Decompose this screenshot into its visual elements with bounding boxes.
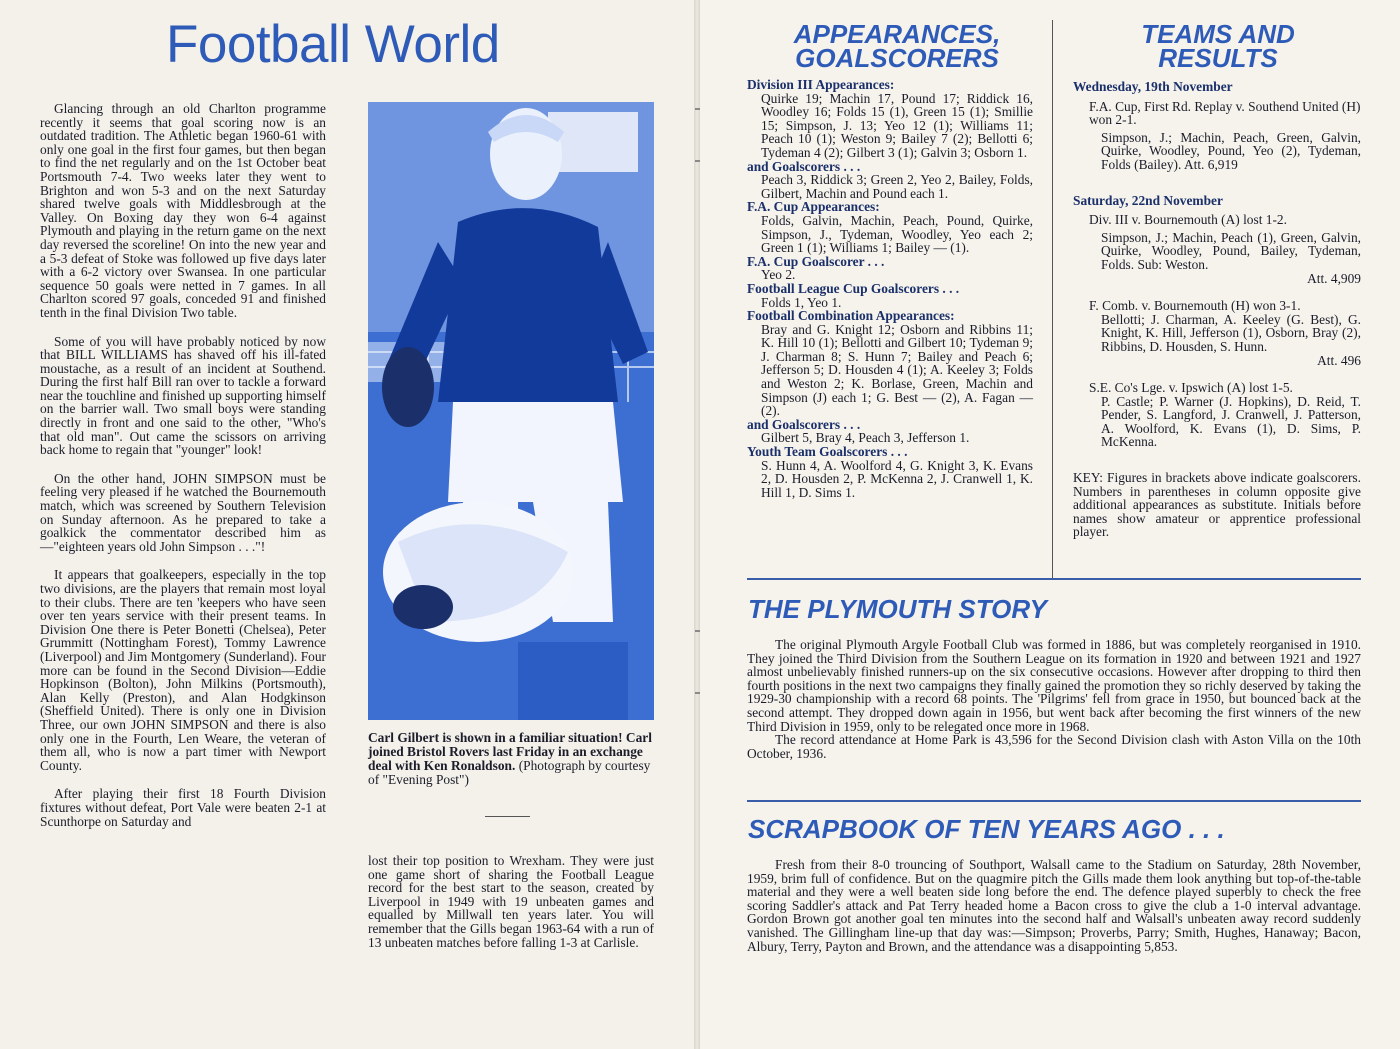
stats-text: Quirke 19; Machin 17, Pound 17; Riddick 16, Woodley 16; Folds 15 (1), Green 15 (1); Smillie 15; Simpson, J. 13; Yeo 12 (1); Williams 11; Peach 10 (1); Weston 9; Bailey 7 (2); Bellotti 6; Tydeman 4 (2); Gilbert 3 (1); Galvin 3; Osborn 1. bbox=[761, 90, 1033, 160]
appearances-list bbox=[747, 78, 1033, 499]
article-paragraph: After playing their first 18 Fourth Division fixtures without defeat, Port Vale were beaten 2-1 at Scunthorpe on Saturday and bbox=[40, 786, 326, 829]
article-paragraph: Glancing through an old Charlton programme recently it seems that goal scoring now is an outdated tradition. The Athletic began 1960-61 with only one goal in the first four games, but then began to find the net regularly and on the 1st October beat Portsmouth 7-4. Two weeks later they went to Brighton and won 5-3 and on the next Saturday shared twelve goals with Middlesbrough at the Valley. On Boxing day they won 6-4 against Plymouth and playing in the return game on the next day reversed the scoreline! On into the new year and a 5-3 defeat of Stoke was followed up five days later with a 6-2 victory over Swansea. In one particular sequence 50 goals were netted in 7 games. In all Charlton scored 97 goals, conceded 91 and finished tenth in the final Division Two table. bbox=[40, 101, 326, 320]
left-column bbox=[40, 102, 326, 843]
stats-text: Gilbert 5, Bray 4, Peach 3, Jefferson 1. bbox=[761, 430, 970, 446]
caption-credit: (Photograph by courtesy of "Evening Post") bbox=[368, 758, 651, 787]
caption-bold-text: Carl Gilbert is shown in a familiar situation! Carl joined Bristol Rovers last Friday in an exchange deal with Ken Ronaldson. bbox=[368, 730, 652, 773]
appearances-title-line: GOALSCORERS bbox=[795, 43, 999, 73]
stats-heading: and Goalscorers . . . bbox=[747, 416, 861, 432]
plymouth-story bbox=[747, 638, 1361, 760]
stats-text: S. Hunn 4, A. Woolford 4, G. Knight 3, K. Evans 2, D. Housden 2, P. McKenna 2, J. Cranwell 1, K. Hill 1, D. Sims 1. bbox=[761, 457, 1033, 500]
results-title-line: TEAMS AND bbox=[1141, 19, 1295, 49]
scrapbook-story: Fresh from their 8-0 trouncing of Southport, Walsall came to the Stadium on Saturday, 28th November, 1959, brim full of confidence. But on the quagmire pitch the Gills made them look anything but top-of-the-table material and they were a well beaten side long before the end. The defence played superbly to check the free scoring Saddler's attack and Pat Terry headed home a Bacon cross to give the club a 1-0 interval advantage. Gordon Brown got another goal ten minutes into the second half and Walsall's unbeaten away record suddenly vanished. The Gillingham line-up that day was:—Simpson; Proverbs, Parry; Smith, Hughes, Hanaway; Bacon, Albury, Terry, Payton and Brown, and the attendance was a disappointing 5,853. bbox=[747, 857, 1361, 954]
key-note: KEY: Figures in brackets above indicate goalscorers. Numbers in parentheses in column opposite give additional appearances as substitute. Initials before names show amateur or apprentice professional player. bbox=[1073, 470, 1361, 540]
divider bbox=[485, 816, 530, 817]
stats-heading: Football League Cup Goalscorers . . . bbox=[747, 280, 960, 296]
team-lineup: Simpson, J.; Machin, Peach, Green, Galvin, Quirke, Woodley, Pound, Yeo (2), Tydeman, Folds (Bailey). Att. 6,919 bbox=[1101, 129, 1361, 172]
page-title: Football World bbox=[166, 15, 500, 74]
stats-heading: Division III Appearances: bbox=[747, 77, 895, 92]
middle-column-bottom bbox=[368, 854, 654, 964]
match-result: S.E. Co's Lge. v. Ipswich (A) lost 1-5. bbox=[1089, 380, 1293, 396]
story-paragraph: The original Plymouth Argyle Football Club was formed in 1886, but was completely reorganised in 1910. They joined the Third Division from the Southern League on its formation in 1920 and between 1921 and 1927 almost unbelievably finished runners-up on the six consecutive occasions. However after dropping to third then fourth positions in the next two campaigns they finally gained the promotion they so richly deserved by taking the 1929-30 championship with a record 68 points. The 'Pilgrims' fell from grace in 1950, but bounced back at the second attempt. They dropped down again in 1956, but went back after becoming the first winners of the new Third Division in 1959, only to be relegated once more in 1968. bbox=[747, 637, 1361, 734]
match-result: F. Comb. v. Bournemouth (H) won 3-1. bbox=[1089, 298, 1301, 314]
team-lineup: P. Castle; P. Warner (J. Hopkins), D. Reid, T. Pender, S. Langford, J. Cranwell, J. Patterson, A. Woolford, K. Evans (1), D. Sims, P. McKenna. bbox=[1101, 393, 1361, 450]
story-paragraph: The record attendance at Home Park is 43,596 for the Second Division clash with Aston Villa on the 10th October, 1936. bbox=[747, 732, 1361, 761]
results-title bbox=[1098, 19, 1338, 73]
team-lineup: Simpson, J.; Machin, Peach (1), Green, Galvin, Quirke, Woodley, Pound, Bailey, Tydeman, Folds. Sub: Weston. bbox=[1101, 229, 1361, 272]
section-divider bbox=[747, 578, 1361, 580]
article-paragraph: On the other hand, JOHN SIMPSON must be feeling very pleased if he watched the Bournemouth match, which was screened by Southern Television on Sunday afternoon. As he prepared to take a goalkick the commentator described him as—"eighteen years old John Simpson . . ."! bbox=[40, 470, 326, 554]
plymouth-title: THE PLYMOUTH STORY bbox=[748, 594, 1048, 624]
stats-heading: Youth Team Goalscorers . . . bbox=[747, 444, 908, 460]
stats-heading: Football Combination Appearances: bbox=[747, 308, 955, 324]
stats-text: Bray and G. Knight 12; Osborn and Ribbins 11; K. Hill 10 (1); Bellotti and Gilbert 10; Tydeman 9; J. Charman 8; S. Hunn 7; Bailey and Peach 6; Jefferson 5; D. Housden 4 (1); A. Keeley 3; Folds and Weston 2; K. Borlase, Green, Machin and Simpson (J) each 1; G. Best — (2), A. Fagan — (2). bbox=[761, 321, 1033, 419]
attendance: Att. 4,909 bbox=[1307, 270, 1361, 286]
match-result: Div. III v. Bournemouth (A) lost 1-2. bbox=[1089, 212, 1287, 228]
match-result: F.A. Cup, First Rd. Replay v. Southend United (H) won 2-1. bbox=[1089, 98, 1361, 128]
results-list bbox=[1073, 80, 1361, 539]
article-paragraph: Some of you will have probably noticed by now that BILL WILLIAMS has shaved off his ill-fated moustache, as a result of an incident at Southend. During the first half Bill ran over to tackle a forward near the touchline and finished up supporting himself on the barrier wall. Two small boys were standing directly in front and one said to the other, "Who's that old man". Out came the scissors on arriving back home to regain that "younger" look! bbox=[40, 333, 326, 458]
scrapbook-title: SCRAPBOOK OF TEN YEARS AGO . . . bbox=[748, 814, 1225, 844]
stats-heading: F.A. Cup Appearances: bbox=[747, 199, 880, 215]
results-title-line: RESULTS bbox=[1158, 43, 1278, 73]
player-photo bbox=[368, 102, 654, 720]
team-lineup: Bellotti; J. Charman, A. Keeley (G. Best), G. Knight, K. Hill, Jefferson (1), Osborn, Bray (2), Ribbins, D. Housden, S. Hunn. bbox=[1101, 311, 1361, 354]
attendance: Att. 496 bbox=[1317, 352, 1361, 368]
appearances-title bbox=[752, 19, 1042, 73]
photo-caption bbox=[368, 731, 658, 787]
stats-heading: and Goalscorers . . . bbox=[747, 158, 861, 174]
stats-text: Folds 1, Yeo 1. bbox=[761, 294, 842, 310]
stats-text: Yeo 2. bbox=[761, 267, 796, 283]
match-date: Saturday, 22nd November bbox=[1073, 192, 1223, 208]
column-divider bbox=[1052, 20, 1053, 580]
photo-illustration bbox=[368, 102, 654, 720]
left-page bbox=[0, 0, 694, 1049]
appearances-title-line: APPEARANCES, bbox=[793, 19, 1001, 49]
stats-heading: F.A. Cup Goalscorer . . . bbox=[747, 253, 885, 269]
article-paragraph: It appears that goalkeepers, especially in the top two divisions, are the players that remain most loyal to their clubs. There are ten 'keepers who have seen over ten years service with their present teams. In Division One there is Peter Bonetti (Chelsea), Peter Grummitt (Nottingham Forest), Tommy Lawrence (Liverpool) and Jim Montgomery (Sunderland). Four more can be found in the Second Division—Eddie Hopkinson (Bolton), John Milkins (Portsmouth), Alan Kelly (Preston), and Alan Hodgkinson (Sheffield United). There is only one in Division Three, our own JOHN SIMPSON and there is also only one in the Fourth, Len Weare, the veteran of them all, who is now a part timer with Newport County. bbox=[40, 567, 326, 773]
stats-text: Folds, Galvin, Machin, Peach, Pound, Quirke, Simpson, J., Tydeman, Woodley, Yeo each 2; Green 1 (1); Williams 1; Bailey — (1). bbox=[761, 212, 1033, 256]
section-divider bbox=[747, 800, 1361, 802]
match-date: Wednesday, 19th November bbox=[1073, 79, 1233, 94]
article-paragraph: lost their top position to Wrexham. They were just one game short of sharing the Football League record for the best start to the season, created by Liverpool in 1949 with 19 unbeaten games and equalled by Millwall ten years later. You will remember that the Gills began 1963-64 with a run of 13 unbeaten matches before falling 1-3 at Carlisle. bbox=[368, 853, 654, 950]
stats-text: Peach 3, Riddick 3; Green 2, Yeo 2, Bailey, Folds, Gilbert, Machin and Pound each 1. bbox=[761, 172, 1033, 201]
